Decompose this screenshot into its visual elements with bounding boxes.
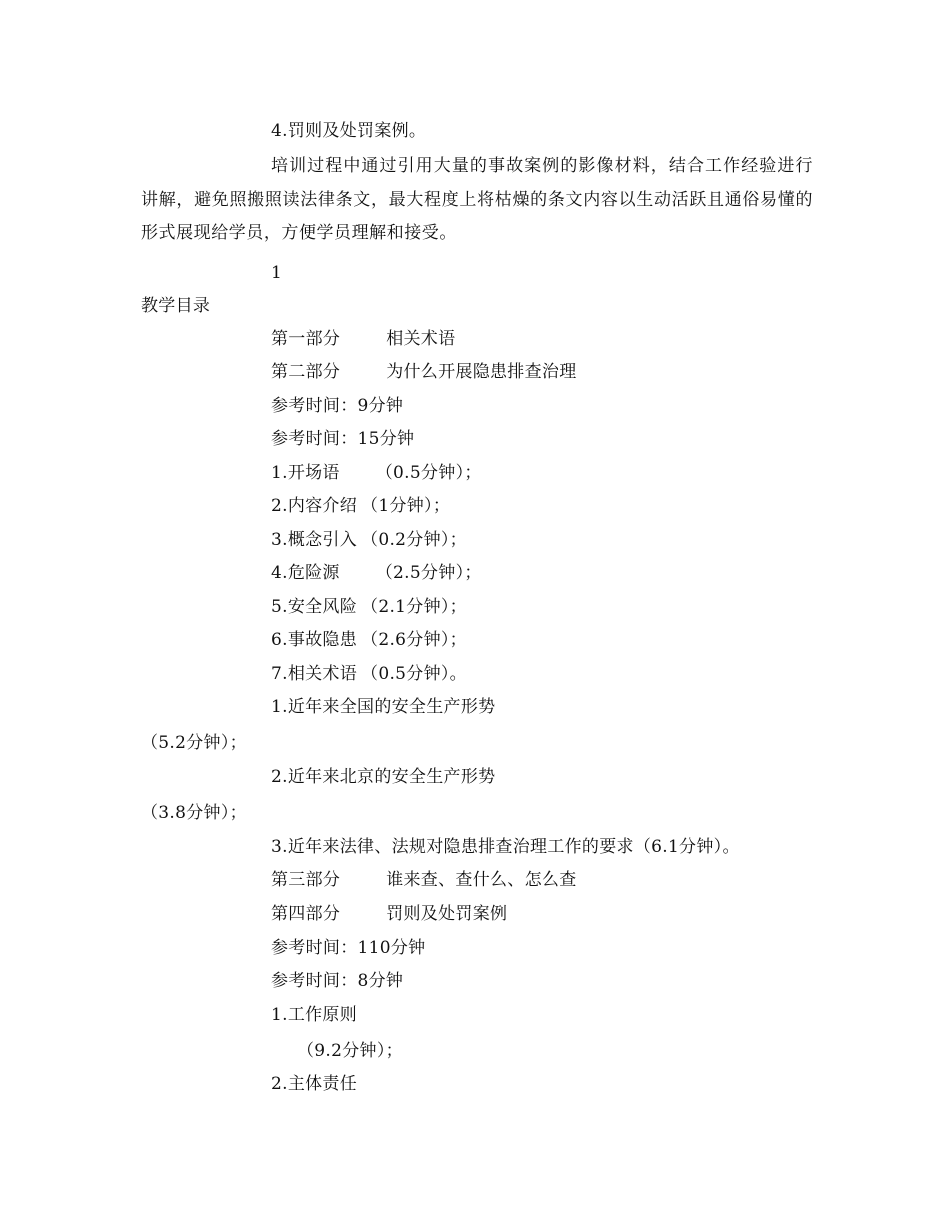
item-label: 1.开场语 <box>271 463 340 483</box>
part-title: 谁来查、查什么、怎么查 <box>386 870 577 890</box>
toc-heading: 教学目录 <box>141 296 211 316</box>
list-item: 4.罚则及处罚案例。 <box>271 121 427 141</box>
reference-time: 参考时间：8分钟 <box>271 971 404 991</box>
list-item <box>271 629 467 651</box>
item-label: 4.危险源 <box>271 563 340 583</box>
part-label: 第四部分 <box>271 904 341 924</box>
part-label: 第二部分 <box>271 362 341 382</box>
list-item <box>271 495 450 517</box>
list-item <box>271 462 482 484</box>
item-label: 6.事故隐患 <box>271 630 358 650</box>
list-item: 1.工作原则 <box>271 1005 358 1025</box>
item-time: （0.5分钟）； <box>375 463 482 483</box>
item-time: （5.2分钟）； <box>141 733 247 753</box>
part-label: 第三部分 <box>271 870 341 890</box>
item-time: （0.5分钟）。 <box>361 664 467 684</box>
list-item <box>271 596 467 618</box>
item-label: 3.概念引入 <box>271 530 358 550</box>
list-item: 1.近年来全国的安全生产形势 <box>271 697 496 717</box>
toc-part-4 <box>271 903 507 925</box>
list-item <box>271 663 467 685</box>
page-number: 1 <box>271 263 283 283</box>
toc-part-3 <box>271 869 577 891</box>
item-time: （2.6分钟）； <box>361 630 467 650</box>
list-item <box>271 562 482 584</box>
item-time: （2.5分钟）； <box>375 563 482 583</box>
item-time: （2.1分钟）； <box>361 597 467 617</box>
item-label: 2.内容介绍 <box>271 496 358 516</box>
item-label: 7.相关术语 <box>271 664 358 684</box>
reference-time: 参考时间：110分钟 <box>271 938 426 958</box>
item-time: （3.8分钟）； <box>141 803 247 823</box>
item-time: （9.2分钟）； <box>297 1041 403 1061</box>
toc-part-2 <box>271 361 577 383</box>
item-time: （1分钟）； <box>361 496 451 516</box>
item-label: 5.安全风险 <box>271 597 358 617</box>
part-label: 第一部分 <box>271 329 341 349</box>
toc-part-1 <box>271 328 455 350</box>
list-item <box>271 529 467 551</box>
part-title: 为什么开展隐患排查治理 <box>386 362 577 382</box>
list-item: 2.近年来北京的安全生产形势 <box>271 767 496 787</box>
reference-time: 参考时间：15分钟 <box>271 429 415 449</box>
list-item: 3.近年来法律、法规对隐患排查治理工作的要求（6.1分钟）。 <box>271 837 740 857</box>
part-title: 罚则及处罚案例 <box>386 904 508 924</box>
item-time: （0.2分钟）； <box>361 530 467 550</box>
list-item: 2.主体责任 <box>271 1074 358 1094</box>
part-title: 相关术语 <box>386 329 456 349</box>
reference-time: 参考时间：9分钟 <box>271 396 404 416</box>
body-paragraph: 培训过程中通过引用大量的事故案例的影像材料，结合工作经验进行讲解，避免照搬照读法律条文，最大程度上将枯燥的条文内容以生动活跃且通俗易懂的形式展现给学员，方便学员理解和接受。 <box>141 156 813 243</box>
